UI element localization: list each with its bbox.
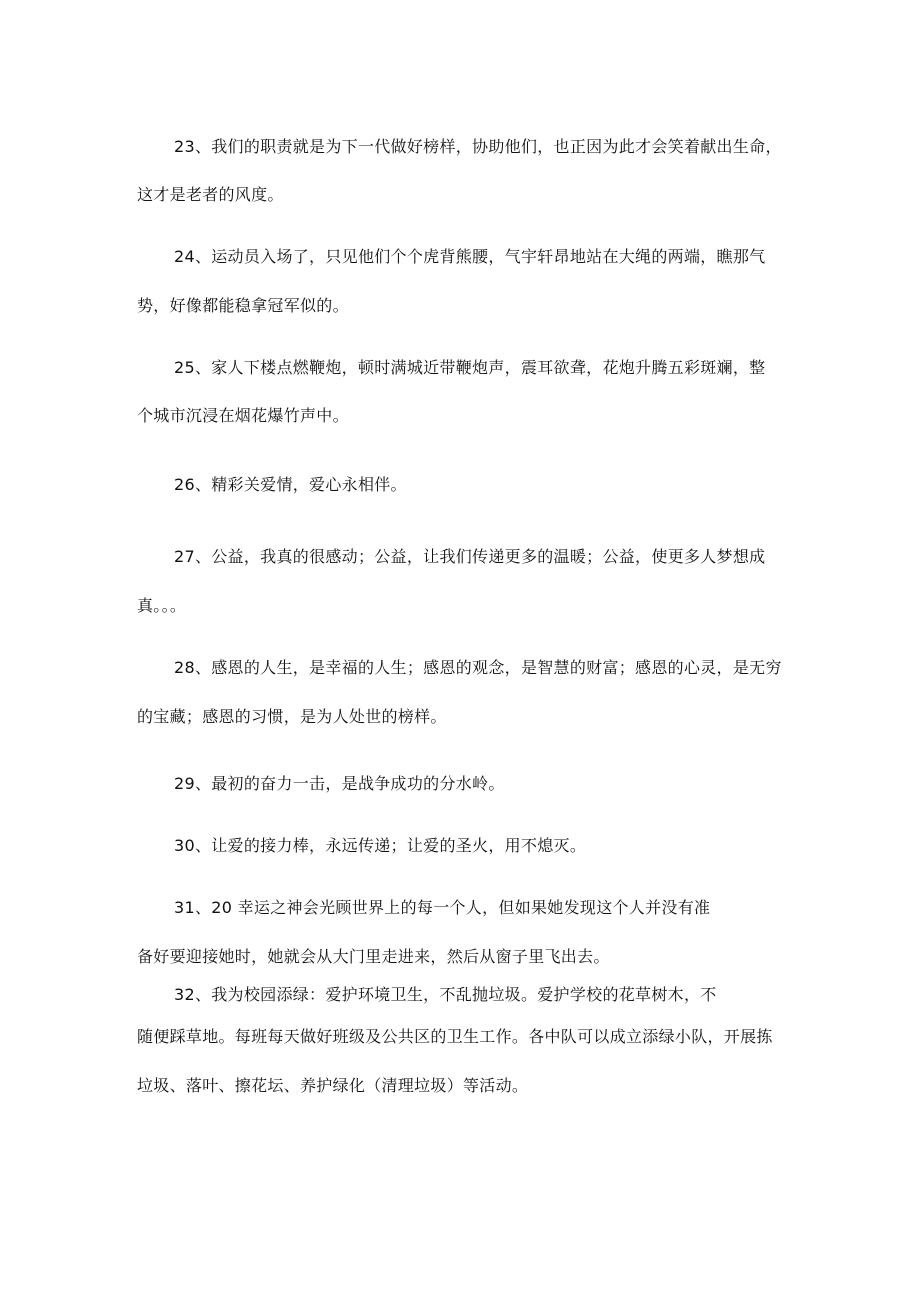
item-32-line-1: 32、我为校园添绿：爱护环境卫生，不乱抛垃圾。爱护学校的花草树木，不 <box>174 985 717 1004</box>
item-23-line-1: 23、我们的职责就是为下一代做好榜样，协助他们，也正因为此才会笑着献出生命， <box>174 137 782 156</box>
item-32-line-2: 随便踩草地。每班每天做好班级及公共区的卫生工作。各中队可以成立添绿小队，开展拣 <box>137 1027 773 1046</box>
item-29-line-1: 29、最初的奋力一击，是战争成功的分水岭。 <box>174 774 505 793</box>
item-31-line-1: 31、20 幸运之神会光顾世界上的每一个人，但如果她发现这个人并没有准 <box>174 898 711 917</box>
item-28-line-1: 28、感恩的人生，是幸福的人生；感恩的观念，是智慧的财富；感恩的心灵，是无穷 <box>174 658 782 677</box>
item-25-line-2: 个城市沉浸在烟花爆竹声中。 <box>137 406 349 425</box>
item-26-line-1: 26、精彩关爱情，爱心永相伴。 <box>174 475 407 494</box>
item-31-line-2: 备好要迎接她时，她就会从大门里走进来，然后从窗子里飞出去。 <box>137 947 610 966</box>
item-24-line-1: 24、运动员入场了，只见他们个个虎背熊腰，气宇轩昂地站在大绳的两端，瞧那气 <box>174 247 766 266</box>
item-23-line-2: 这才是老者的风度。 <box>137 185 284 204</box>
item-27-line-2: 真。。。 <box>137 596 187 615</box>
item-24-line-2: 势，好像都能稳拿冠军似的。 <box>137 296 349 315</box>
item-27-line-1: 27、公益，我真的很感动；公益，让我们传递更多的温暖；公益，使更多人梦想成 <box>174 547 766 566</box>
item-32-line-3: 垃圾、落叶、擦花坛、养护绿化（清理垃圾）等活动。 <box>137 1076 529 1095</box>
item-25-line-1: 25、家人下楼点燃鞭炮，顿时满城近带鞭炮声，震耳欲聋，花炮升腾五彩斑斓，整 <box>174 358 766 377</box>
item-28-line-2: 的宝藏；感恩的习惯，是为人处世的榜样。 <box>137 707 447 726</box>
item-30-line-1: 30、让爱的接力棒，永远传递；让爱的圣火，用不熄灭。 <box>174 836 587 855</box>
